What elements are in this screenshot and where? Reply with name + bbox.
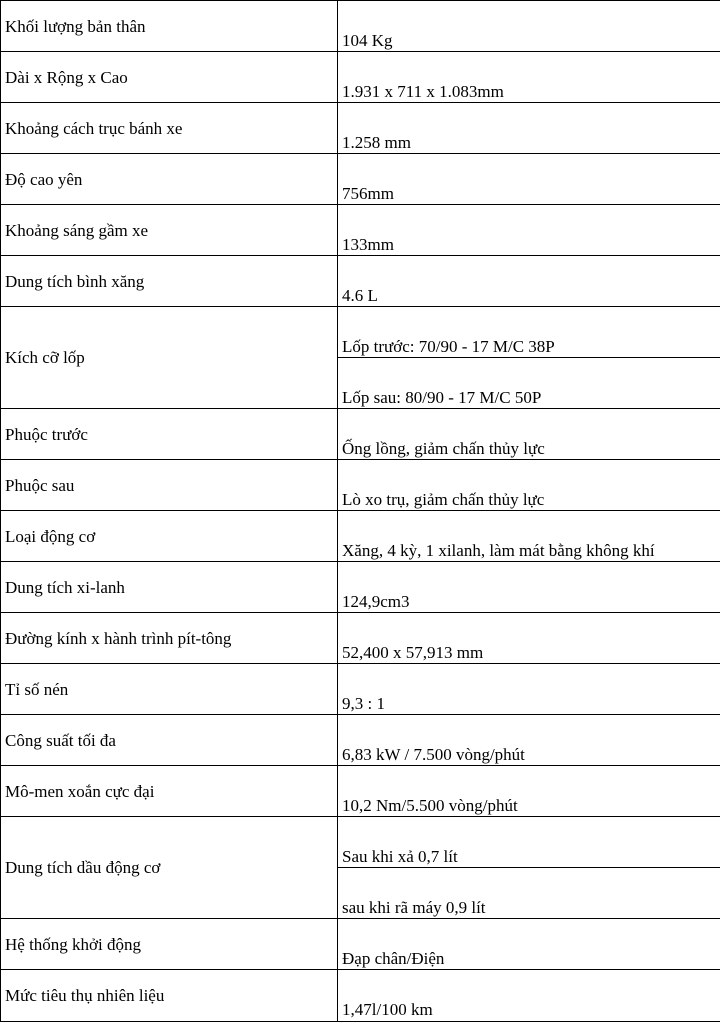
spec-label: Khoảng cách trục bánh xe bbox=[5, 119, 182, 139]
spec-value: 10,2 Nm/5.500 vòng/phút bbox=[342, 796, 518, 816]
table-row bbox=[1, 307, 720, 358]
spec-value-cell bbox=[338, 409, 720, 460]
spec-label-cell bbox=[1, 613, 338, 664]
spec-value-cell bbox=[338, 358, 720, 409]
spec-value-cell bbox=[338, 52, 720, 103]
table-row bbox=[1, 205, 720, 256]
spec-value-cell bbox=[338, 766, 720, 817]
spec-label-cell bbox=[1, 154, 338, 205]
spec-label: Phuộc sau bbox=[5, 476, 74, 496]
spec-label-cell bbox=[1, 460, 338, 511]
spec-value: Ống lồng, giảm chấn thủy lực bbox=[342, 439, 545, 459]
table-row bbox=[1, 715, 720, 766]
table-row bbox=[1, 1, 720, 52]
table-row bbox=[1, 52, 720, 103]
spec-value: 133mm bbox=[342, 235, 394, 255]
spec-label: Khoảng sáng gầm xe bbox=[5, 221, 148, 241]
spec-label: Đường kính x hành trình pít-tông bbox=[5, 629, 231, 649]
spec-value: Lò xo trụ, giảm chấn thủy lực bbox=[342, 490, 544, 510]
spec-value: Xăng, 4 kỳ, 1 xilanh, làm mát bằng không khí bbox=[342, 541, 655, 561]
spec-label-cell bbox=[1, 766, 338, 817]
spec-label-cell bbox=[1, 664, 338, 715]
spec-value-cell bbox=[338, 460, 720, 511]
spec-value: 1.258 mm bbox=[342, 133, 411, 153]
table-row bbox=[1, 154, 720, 205]
spec-label: Độ cao yên bbox=[5, 170, 82, 190]
table-row bbox=[1, 766, 720, 817]
spec-value-cell bbox=[338, 307, 720, 358]
spec-label: Khối lượng bản thân bbox=[5, 17, 146, 37]
spec-label-cell bbox=[1, 205, 338, 256]
table-row bbox=[1, 511, 720, 562]
spec-label-cell bbox=[1, 919, 338, 970]
spec-label-cell bbox=[1, 511, 338, 562]
spec-label-cell bbox=[1, 817, 338, 919]
spec-label-cell bbox=[1, 1, 338, 52]
table-row bbox=[1, 409, 720, 460]
spec-value: 9,3 : 1 bbox=[342, 694, 385, 714]
spec-value-cell bbox=[338, 970, 720, 1022]
spec-value-cell bbox=[338, 919, 720, 970]
spec-value-cell bbox=[338, 1, 720, 52]
spec-label: Công suất tối đa bbox=[5, 731, 116, 751]
spec-value: 52,400 x 57,913 mm bbox=[342, 643, 483, 663]
spec-label: Phuộc trước bbox=[5, 425, 88, 445]
spec-value: Sau khi xả 0,7 lít bbox=[342, 847, 458, 867]
spec-value-cell bbox=[338, 817, 720, 868]
spec-label: Mô-men xoắn cực đại bbox=[5, 782, 154, 802]
spec-value: 124,9cm3 bbox=[342, 592, 410, 612]
spec-value: 1,47l/100 km bbox=[342, 1000, 433, 1020]
table-row bbox=[1, 970, 720, 1022]
table-row bbox=[1, 919, 720, 970]
spec-value-cell bbox=[338, 562, 720, 613]
spec-value-cell bbox=[338, 154, 720, 205]
spec-label-cell bbox=[1, 409, 338, 460]
spec-label-cell bbox=[1, 307, 338, 409]
spec-label: Dung tích xi-lanh bbox=[5, 578, 125, 598]
spec-value: 756mm bbox=[342, 184, 394, 204]
spec-label: Hệ thống khởi động bbox=[5, 935, 141, 955]
table-row bbox=[1, 817, 720, 868]
spec-label: Kích cỡ lốp bbox=[5, 348, 85, 368]
spec-label-cell bbox=[1, 970, 338, 1022]
spec-label: Mức tiêu thụ nhiên liệu bbox=[5, 986, 164, 1006]
table-row bbox=[1, 613, 720, 664]
spec-label: Tỉ số nén bbox=[5, 680, 68, 700]
spec-label: Dung tích dầu động cơ bbox=[5, 858, 160, 878]
spec-value-cell bbox=[338, 103, 720, 154]
table-row bbox=[1, 460, 720, 511]
spec-value: 4.6 L bbox=[342, 286, 378, 306]
spec-value-cell bbox=[338, 868, 720, 919]
spec-value-cell bbox=[338, 511, 720, 562]
table-row bbox=[1, 562, 720, 613]
spec-value: Lốp trước: 70/90 - 17 M/C 38P bbox=[342, 337, 555, 357]
spec-label-cell bbox=[1, 103, 338, 154]
spec-value: 104 Kg bbox=[342, 31, 393, 51]
spec-value: 6,83 kW / 7.500 vòng/phút bbox=[342, 745, 525, 765]
spec-value: Đạp chân/Điện bbox=[342, 949, 444, 969]
spec-value-cell bbox=[338, 256, 720, 307]
spec-value-cell bbox=[338, 664, 720, 715]
table-row bbox=[1, 103, 720, 154]
spec-value-cell bbox=[338, 715, 720, 766]
spec-value: 1.931 x 711 x 1.083mm bbox=[342, 82, 504, 102]
spec-value: sau khi rã máy 0,9 lít bbox=[342, 898, 486, 918]
spec-label-cell bbox=[1, 562, 338, 613]
spec-value-cell bbox=[338, 205, 720, 256]
spec-label-cell bbox=[1, 715, 338, 766]
spec-label: Dung tích bình xăng bbox=[5, 272, 144, 292]
table-row bbox=[1, 664, 720, 715]
table-row bbox=[1, 256, 720, 307]
spec-label: Loại động cơ bbox=[5, 527, 95, 547]
spec-label-cell bbox=[1, 256, 338, 307]
spec-value: Lốp sau: 80/90 - 17 M/C 50P bbox=[342, 388, 541, 408]
spec-value-cell bbox=[338, 613, 720, 664]
spec-label: Dài x Rộng x Cao bbox=[5, 68, 128, 88]
spec-label-cell bbox=[1, 52, 338, 103]
